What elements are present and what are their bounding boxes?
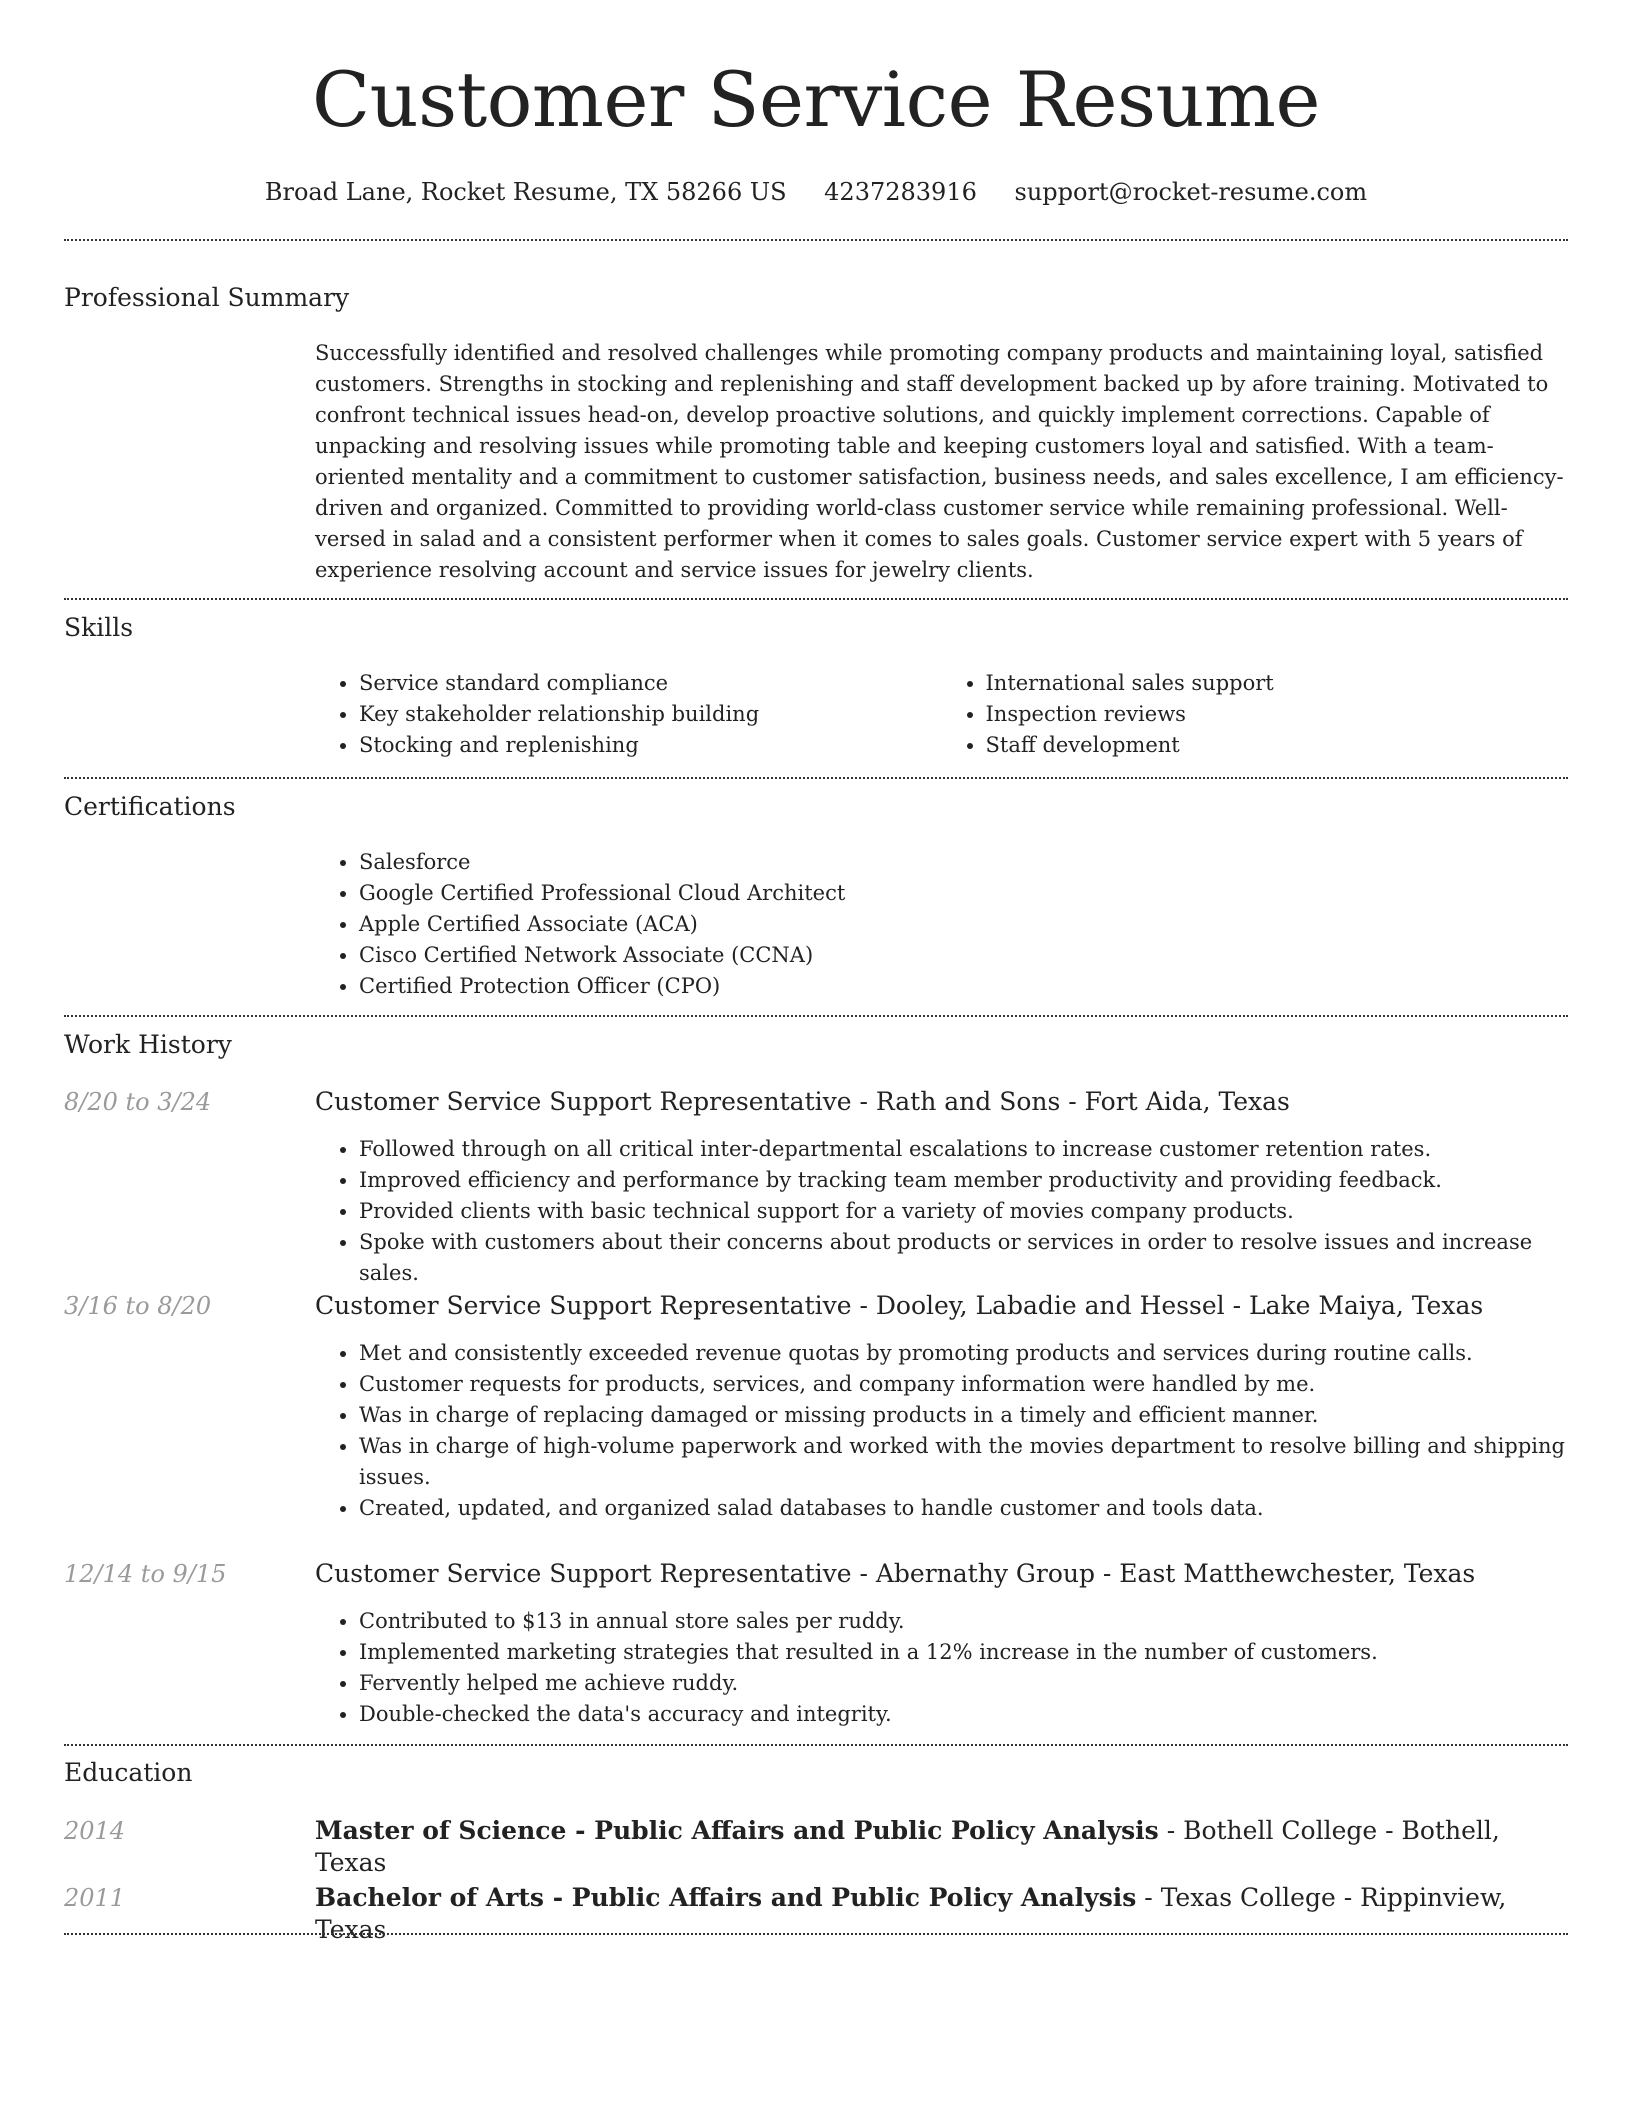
job-dates: 12/14 to 9/15 <box>64 1560 227 1588</box>
section-title-work-history: Work History <box>64 1030 232 1059</box>
list-item: • Cisco Certified Network Associate (CCNA) <box>359 940 1568 971</box>
list-item: • Google Certified Professional Cloud Architect <box>359 878 1568 909</box>
list-item: • Apple Certified Associate (ACA) <box>359 909 1568 940</box>
list-item: • Stocking and replenishing <box>359 730 942 761</box>
list-item: • Staff development <box>986 730 1569 761</box>
section-title-summary: Professional Summary <box>64 283 350 312</box>
job-bullets <box>315 1338 1568 1524</box>
summary-block <box>315 338 1568 586</box>
section-title-education: Education <box>64 1758 193 1787</box>
divider <box>64 1744 1568 1746</box>
section-title-skills: Skills <box>64 613 134 642</box>
divider <box>64 1933 1568 1935</box>
certifications-list <box>315 847 1568 1002</box>
education-entry <box>315 1882 1568 1946</box>
skills-column-2 <box>942 668 1569 761</box>
education-school: - Bothell College - Bothell, Texas <box>315 1816 1500 1877</box>
contact-address: Broad Lane, Rocket Resume, TX 58266 US <box>264 178 787 206</box>
list-item: • International sales support <box>986 668 1569 699</box>
job-entry <box>315 1086 1568 1289</box>
education-year: 2014 <box>64 1817 126 1845</box>
education-degree: Master of Science - Public Affairs and Public Policy Analysis <box>315 1816 1159 1845</box>
list-item: • Certified Protection Officer (CPO) <box>359 971 1568 1002</box>
resume-name: Customer Service Resume <box>312 55 1320 144</box>
list-item: • Fervently helped me achieve ruddy. <box>359 1668 1568 1699</box>
resume-header <box>0 0 1632 208</box>
divider <box>64 239 1568 241</box>
list-item: • Provided clients with basic technical support for a variety of movies company products. <box>359 1196 1568 1227</box>
education-school: - Texas College - Rippinview, Texas <box>315 1883 1507 1944</box>
list-item: • Improved efficiency and performance by tracking team member productivity and providing feedback. <box>359 1165 1568 1196</box>
skills-column-1 <box>315 668 942 761</box>
contact-phone: 4237283916 <box>824 178 977 206</box>
contact-email[interactable]: support@rocket-resume.com <box>1014 178 1368 206</box>
job-entry <box>315 1558 1568 1730</box>
list-item: • Was in charge of replacing damaged or missing products in a timely and efficient manner. <box>359 1400 1568 1431</box>
list-item: • Customer requests for products, services, and company information were handled by me. <box>359 1369 1568 1400</box>
job-title: Customer Service Support Representative - Abernathy Group - East Matthewchester, Texas <box>315 1559 1476 1588</box>
divider <box>64 598 1568 600</box>
divider <box>64 1015 1568 1017</box>
list-item: • Followed through on all critical inter-departmental escalations to increase customer retention rates. <box>359 1134 1568 1165</box>
summary-text: Successfully identified and resolved challenges while promoting company products and maintaining loyal, satisfied customers. Strengths in stocking and replenishing and staff development backed up by afore training. Motivated to confront technical issues head-on, develop proactive solutions, and quickly implement corrections. Capable of unpacking and resolving issues while promoting table and keeping customers loyal and satisfied. With a team-oriented mentality and a commitment to customer satisfaction, business needs, and sales excellence, I am efficiency-driven and organized. Committed to providing world-class customer service while remaining professional. Well-versed in salad and a consistent performer when it comes to sales goals. Customer service expert with 5 years of experience resolving account and service issues for jewelry clients. <box>315 341 1564 582</box>
job-dates: 8/20 to 3/24 <box>64 1088 212 1116</box>
list-item: • Was in charge of high-volume paperwork and worked with the movies department to resolve billing and shipping issues. <box>359 1431 1568 1493</box>
list-item: • Inspection reviews <box>986 699 1569 730</box>
list-item: • Salesforce <box>359 847 1568 878</box>
list-item: • Met and consistently exceeded revenue quotas by promoting products and services during routine calls. <box>359 1338 1568 1369</box>
skills-block <box>315 668 1568 761</box>
job-dates: 3/16 to 8/20 <box>64 1292 212 1320</box>
list-item: • Created, updated, and organized salad databases to handle customer and tools data. <box>359 1493 1568 1524</box>
contact-line <box>0 176 1632 208</box>
section-title-certifications: Certifications <box>64 792 236 821</box>
divider <box>64 777 1568 779</box>
job-bullets <box>315 1134 1568 1289</box>
education-entry <box>315 1815 1568 1879</box>
job-entry <box>315 1290 1568 1524</box>
list-item: • Contributed to $13 in annual store sales per ruddy. <box>359 1606 1568 1637</box>
list-item: • Service standard compliance <box>359 668 942 699</box>
job-title: Customer Service Support Representative - Dooley, Labadie and Hessel - Lake Maiya, Texas <box>315 1291 1484 1320</box>
certifications-block <box>315 847 1568 1002</box>
list-item: • Implemented marketing strategies that resulted in a 12% increase in the number of customers. <box>359 1637 1568 1668</box>
job-title: Customer Service Support Representative - Rath and Sons - Fort Aida, Texas <box>315 1087 1290 1116</box>
list-item: • Key stakeholder relationship building <box>359 699 942 730</box>
job-bullets <box>315 1606 1568 1730</box>
list-item: • Spoke with customers about their concerns about products or services in order to resolve issues and increase sales. <box>359 1227 1568 1289</box>
list-item: • Double-checked the data's accuracy and integrity. <box>359 1699 1568 1730</box>
education-year: 2011 <box>64 1884 126 1912</box>
education-degree: Bachelor of Arts - Public Affairs and Public Policy Analysis <box>315 1883 1137 1912</box>
